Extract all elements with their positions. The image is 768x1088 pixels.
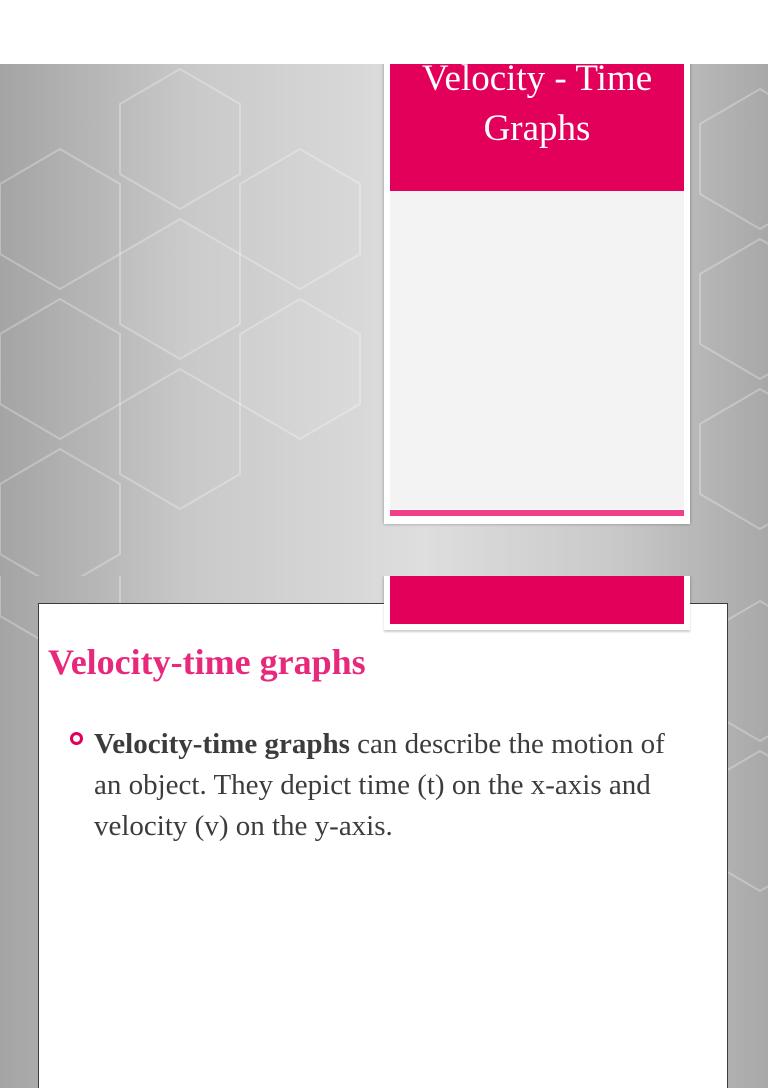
accent-rule xyxy=(390,510,684,516)
hollow-circle-bullet-icon xyxy=(70,732,83,745)
title-slide xyxy=(0,64,768,576)
title-panel-body xyxy=(390,191,684,509)
bullet-bold-lead: Velocity-time graphs xyxy=(94,728,350,760)
slide-title: Velocity - Time Graphs xyxy=(421,64,653,149)
slide-heading: Velocity-time graphs xyxy=(48,642,366,682)
title-panel xyxy=(384,64,690,524)
title-header-block xyxy=(390,603,684,624)
bullet-body: can describe the motion of an object. They depict time (t) on the x-axis and velocity (v) on the y-axis. xyxy=(94,728,665,842)
bullet-item xyxy=(70,724,670,847)
title-panel-stub-overlap xyxy=(384,603,690,630)
bullet-text xyxy=(94,724,670,847)
content-slide xyxy=(0,576,768,1088)
